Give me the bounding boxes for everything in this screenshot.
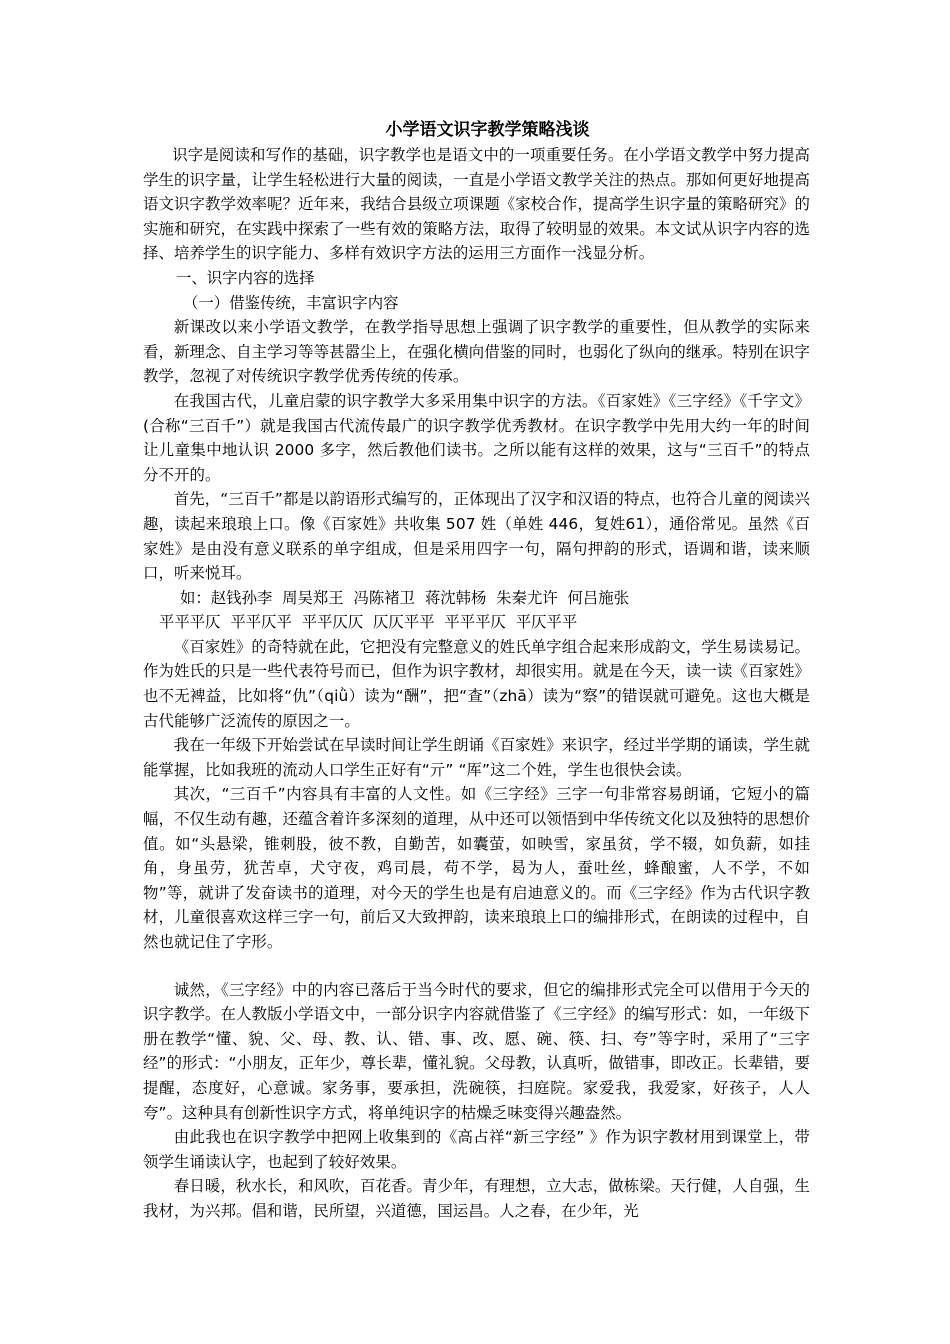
paragraph-6: 其次，“三百千”内容具有丰富的人文性。如《三字经》三字一句非常容易朗诵，它短小的篇幅，不仅生动有趣，还蕴含着许多深刻的道理，从中还可以领悟到中华传统文化以及独特的思想价值。如“头悬梁，锥刺股，彼不教，自勤苦，如囊萤，如映雪，家虽贫，学不辍，如负薪，如挂角，身虽劳，犹苦卓，犬守夜，鸡司晨，苟不学，曷为人，蚕吐丝，蜂酿蜜，人不学，不如物”等，就讲了发奋读书的道理，对今天的学生也是有启迪意义的。而《三字经》作为古代识字教材，儿童很喜欢这样三字一句，前后又大致押韵，读来琅琅上口的编排形式，在朗读的过程中，自然也就记住了字形。 (143, 785, 810, 951)
surname-example-line: 如：赵钱孙李 周吴郑王 冯陈褚卫 蒋沈韩杨 朱秦尤许 何吕施张 (180, 588, 630, 607)
document-title: 小学语文识字教学策略浅谈 (385, 120, 590, 140)
paragraph-3: 首先，“三百千”都是以韵语形式编写的，正体现出了汉字和汉语的特点，也符合儿童的阅读兴趣，读起来琅琅上口。像《百家姓》共收集 507 姓（单姓 446，复姓61），通俗常见。虽然《百家姓》是由没有意义联系的单字组成，但是采用四字一句，隔句押韵的形式，语调和谐，读来顺口，听来悦耳。 (143, 490, 810, 583)
tone-pattern-line: 平平平仄 平平仄平 平平仄仄 仄仄平平 平平平仄 平仄平平 (159, 613, 578, 632)
document-page (143, 117, 810, 1224)
paragraph-9: 春日暖，秋水长，和风吹，百花香。青少年，有理想，立大志，做栋梁。天行健，人自强，生我材，为兴邦。倡和谐，民所望，兴道德，国运昌。人之春，在少年，光 (143, 1177, 810, 1220)
paragraph-7: 诚然，《三字经》中的内容已落后于当今时代的要求，但它的编排形式完全可以借用于今天的识字教学。在人教版小学语文中，一部分识字内容就借鉴了《三字经》的编写形式：如，一年级下册在教学“懂、貌、父、母、教、认、错、事、改、愿、碗、筷、扫、夸”等字时，采用了“三字经”的形式：“小朋友，正年少，尊长辈，懂礼貌。父母教，认真听，做错事，即改正。长辈错，要提醒，态度好，心意诚。家务事，要承担，洗碗筷，扫庭院。家爱我，我爱家，好孩子，人人夸”。这种具有创新性识字方式，将单纯识字的枯燥乏味变得兴趣盎然。 (143, 980, 810, 1122)
paragraph-spacer (143, 955, 810, 978)
paragraph-1: 新课改以来小学语文教学，在教学指导思想上强调了识字教学的重要性，但从教学的实际来看，新理念、自主学习等等甚嚣尘上，在强化横向借鉴的同时，也弱化了纵向的继承。特别在识字教学，忽视了对传统识字教学优秀传统的传承。 (143, 318, 810, 386)
paragraph-5: 我在一年级下开始尝试在早读时间让学生朗诵《百家姓》来识字，经过半学期的诵读，学生就能掌握，比如我班的流动人口学生正好有“亓” “厍”这二个姓，学生也很快会读。 (143, 736, 810, 779)
paragraph-4: 《百家姓》的奇特就在此，它把没有完整意义的姓氏单字组合起来形成韵文，学生易读易记。作为姓氏的只是一些代表符号而已，但作为识字教材，却很实用。就是在今天，读一读《百家姓》也不无裨益，比如将“仇”（qiǜ）读为“酬”，把“查”（zhā）读为“察”的错误就可避免。这也大概是古代能够广泛流传的原因之一。 (143, 637, 810, 730)
section-heading-1: 一、识字内容的选择 (176, 268, 315, 287)
subsection-heading-1: （一）借鉴传统，丰富识字内容 (183, 293, 399, 312)
intro-paragraph: 识字是阅读和写作的基础，识字教学也是语文中的一项重要任务。在小学语文教学中努力提高学生的识字量，让学生轻松进行大量的阅读，一直是小学语文教学关注的热点。那如何更好地提高语文识字教学效率呢？近年来，我结合县级立项课题《家校合作，提高学生识字量的策略研究》的实施和研究，在实践中探索了一些有效的策略方法，取得了较明显的效果。本文试从识字内容的选择、培养学生的识字能力、多样有效识字方法的运用三方面作一浅显分析。 (143, 146, 810, 263)
paragraph-2: 在我国古代，儿童启蒙的识字教学大多采用集中识字的方法。《百家姓》《三字经》《千字文》(合称“三百千”）就是我国古代流传最广的识字教学优秀教材。在识字教学中先用大约一年的时间让儿童集中地认识 2000 多字，然后教他们读书。之所以能有这样的效果，这与“三百千”的特点分不开的。 (143, 391, 810, 484)
paragraph-8: 由此我也在识字教学中把网上收集到的《高占祥“新三字经” 》作为识字教材用到课堂上，带领学生诵读认字，也起到了较好效果。 (143, 1128, 810, 1171)
